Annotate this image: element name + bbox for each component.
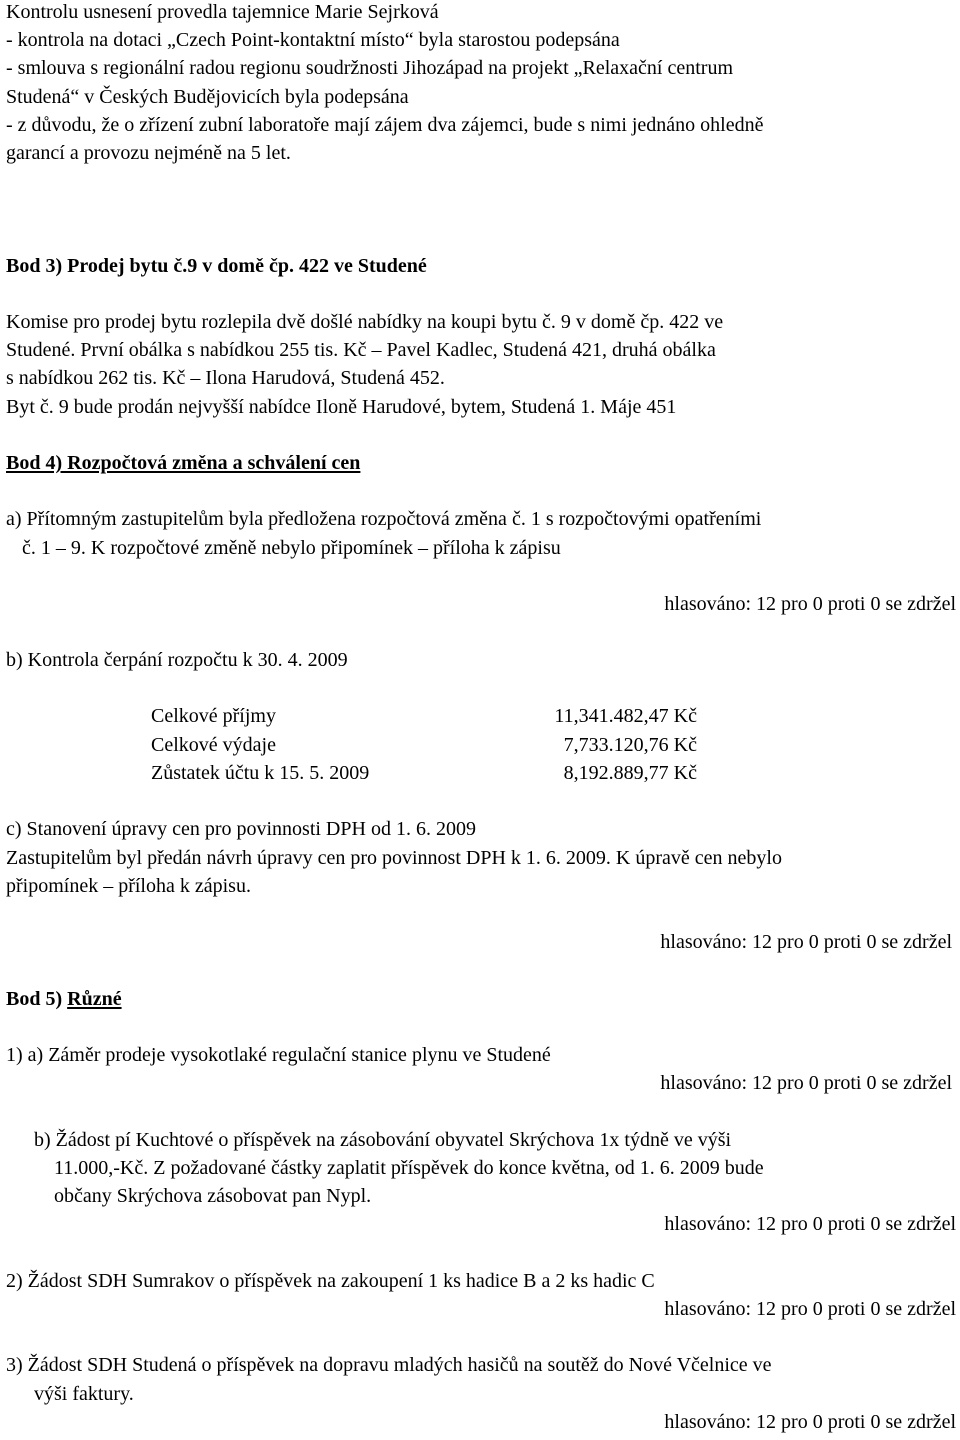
agenda-item: 1) a) Záměr prodeje vysokotlaké regulační stanice plynu ve Studené xyxy=(6,1044,551,1066)
section-heading-bod5 xyxy=(6,987,122,1011)
paragraph-line: č. 1 – 9. K rozpočtové změně nebylo připomínek – příloha k zápisu xyxy=(22,537,561,559)
intro-line: - z důvodu, že o zřízení zubní laboratoře mají zájem dva zájemci, bude s nimi jednáno ohledně xyxy=(6,114,764,136)
vote-result: hlasováno: 12 pro 0 proti 0 se zdržel xyxy=(664,593,956,615)
budget-value: 7,733.120,76 Kč xyxy=(563,734,697,756)
paragraph-line: Zastupitelům byl předán návrh úpravy cen pro povinnost DPH k 1. 6. 2009. K úpravě cen nebylo xyxy=(6,847,782,869)
section-heading-prefix: Bod 5) xyxy=(6,988,68,1010)
section-heading-bod3: Bod 3) Prodej bytu č.9 v domě čp. 422 ve Studené xyxy=(6,255,427,277)
section-heading-bod4: Bod 4) Rozpočtová změna a schválení cen xyxy=(6,452,361,474)
budget-label: Celkové příjmy xyxy=(151,705,276,727)
agenda-item: b) Žádost pí Kuchtové o příspěvek na zásobování obyvatel Skrýchova 1x týdně ve výši xyxy=(34,1129,732,1151)
intro-line: - smlouva s regionální radou regionu soudržnosti Jihozápad na projekt „Relaxační centrum xyxy=(6,57,734,79)
intro-line: Studená“ v Českých Budějovicích byla podepsána xyxy=(6,86,409,108)
budget-label: Zůstatek účtu k 15. 5. 2009 xyxy=(151,762,370,784)
subsection-heading: b) Kontrola čerpání rozpočtu k 30. 4. 2009 xyxy=(6,649,348,671)
agenda-item: 3) Žádost SDH Studená o příspěvek na dopravu mladých hasičů na soutěž do Nové Včelnice ve xyxy=(6,1354,772,1376)
vote-result: hlasováno: 12 pro 0 proti 0 se zdržel xyxy=(664,1213,956,1235)
budget-value: 11,341.482,47 Kč xyxy=(554,705,697,727)
paragraph-line: Byt č. 9 bude prodán nejvyšší nabídce Iloně Harudové, bytem, Studená 1. Máje 451 xyxy=(6,396,677,418)
agenda-item: 11.000,-Kč. Z požadované částky zaplatit příspěvek do konce května, od 1. 6. 2009 bude xyxy=(54,1157,764,1179)
vote-result: hlasováno: 12 pro 0 proti 0 se zdržel xyxy=(660,1072,952,1094)
intro-line: Kontrolu usnesení provedla tajemnice Marie Sejrková xyxy=(6,1,439,23)
intro-line: garancí a provozu nejméně na 5 let. xyxy=(6,142,291,164)
budget-label: Celkové výdaje xyxy=(151,734,276,756)
vote-result: hlasováno: 12 pro 0 proti 0 se zdržel xyxy=(660,931,952,953)
section-heading-word: Různé xyxy=(67,988,122,1010)
subsection-heading: c) Stanovení úpravy cen pro povinnosti DPH od 1. 6. 2009 xyxy=(6,818,476,840)
intro-line: - kontrola na dotaci „Czech Point-kontaktní místo“ byla starostou podepsána xyxy=(6,29,620,51)
paragraph-line: Komise pro prodej bytu rozlepila dvě došlé nabídky na koupi bytu č. 9 v domě čp. 422 ve xyxy=(6,311,724,333)
agenda-item: občany Skrýchova zásobovat pan Nypl. xyxy=(54,1185,372,1207)
agenda-item: výši faktury. xyxy=(34,1383,134,1405)
budget-value: 8,192.889,77 Kč xyxy=(563,762,697,784)
vote-result: hlasováno: 12 pro 0 proti 0 se zdržel xyxy=(664,1411,956,1433)
agenda-item: 2) Žádost SDH Sumrakov o příspěvek na zakoupení 1 ks hadice B a 2 ks hadic C xyxy=(6,1270,655,1292)
paragraph-line: s nabídkou 262 tis. Kč – Ilona Harudová, Studená 452. xyxy=(6,367,445,389)
vote-result: hlasováno: 12 pro 0 proti 0 se zdržel xyxy=(664,1298,956,1320)
paragraph-line: a) Přítomným zastupitelům byla předložena rozpočtová změna č. 1 s rozpočtovými opatřeními xyxy=(6,508,762,530)
paragraph-line: Studené. První obálka s nabídkou 255 tis. Kč – Pavel Kadlec, Studená 421, druhá obálka xyxy=(6,339,716,361)
paragraph-line: připomínek – příloha k zápisu. xyxy=(6,875,251,897)
